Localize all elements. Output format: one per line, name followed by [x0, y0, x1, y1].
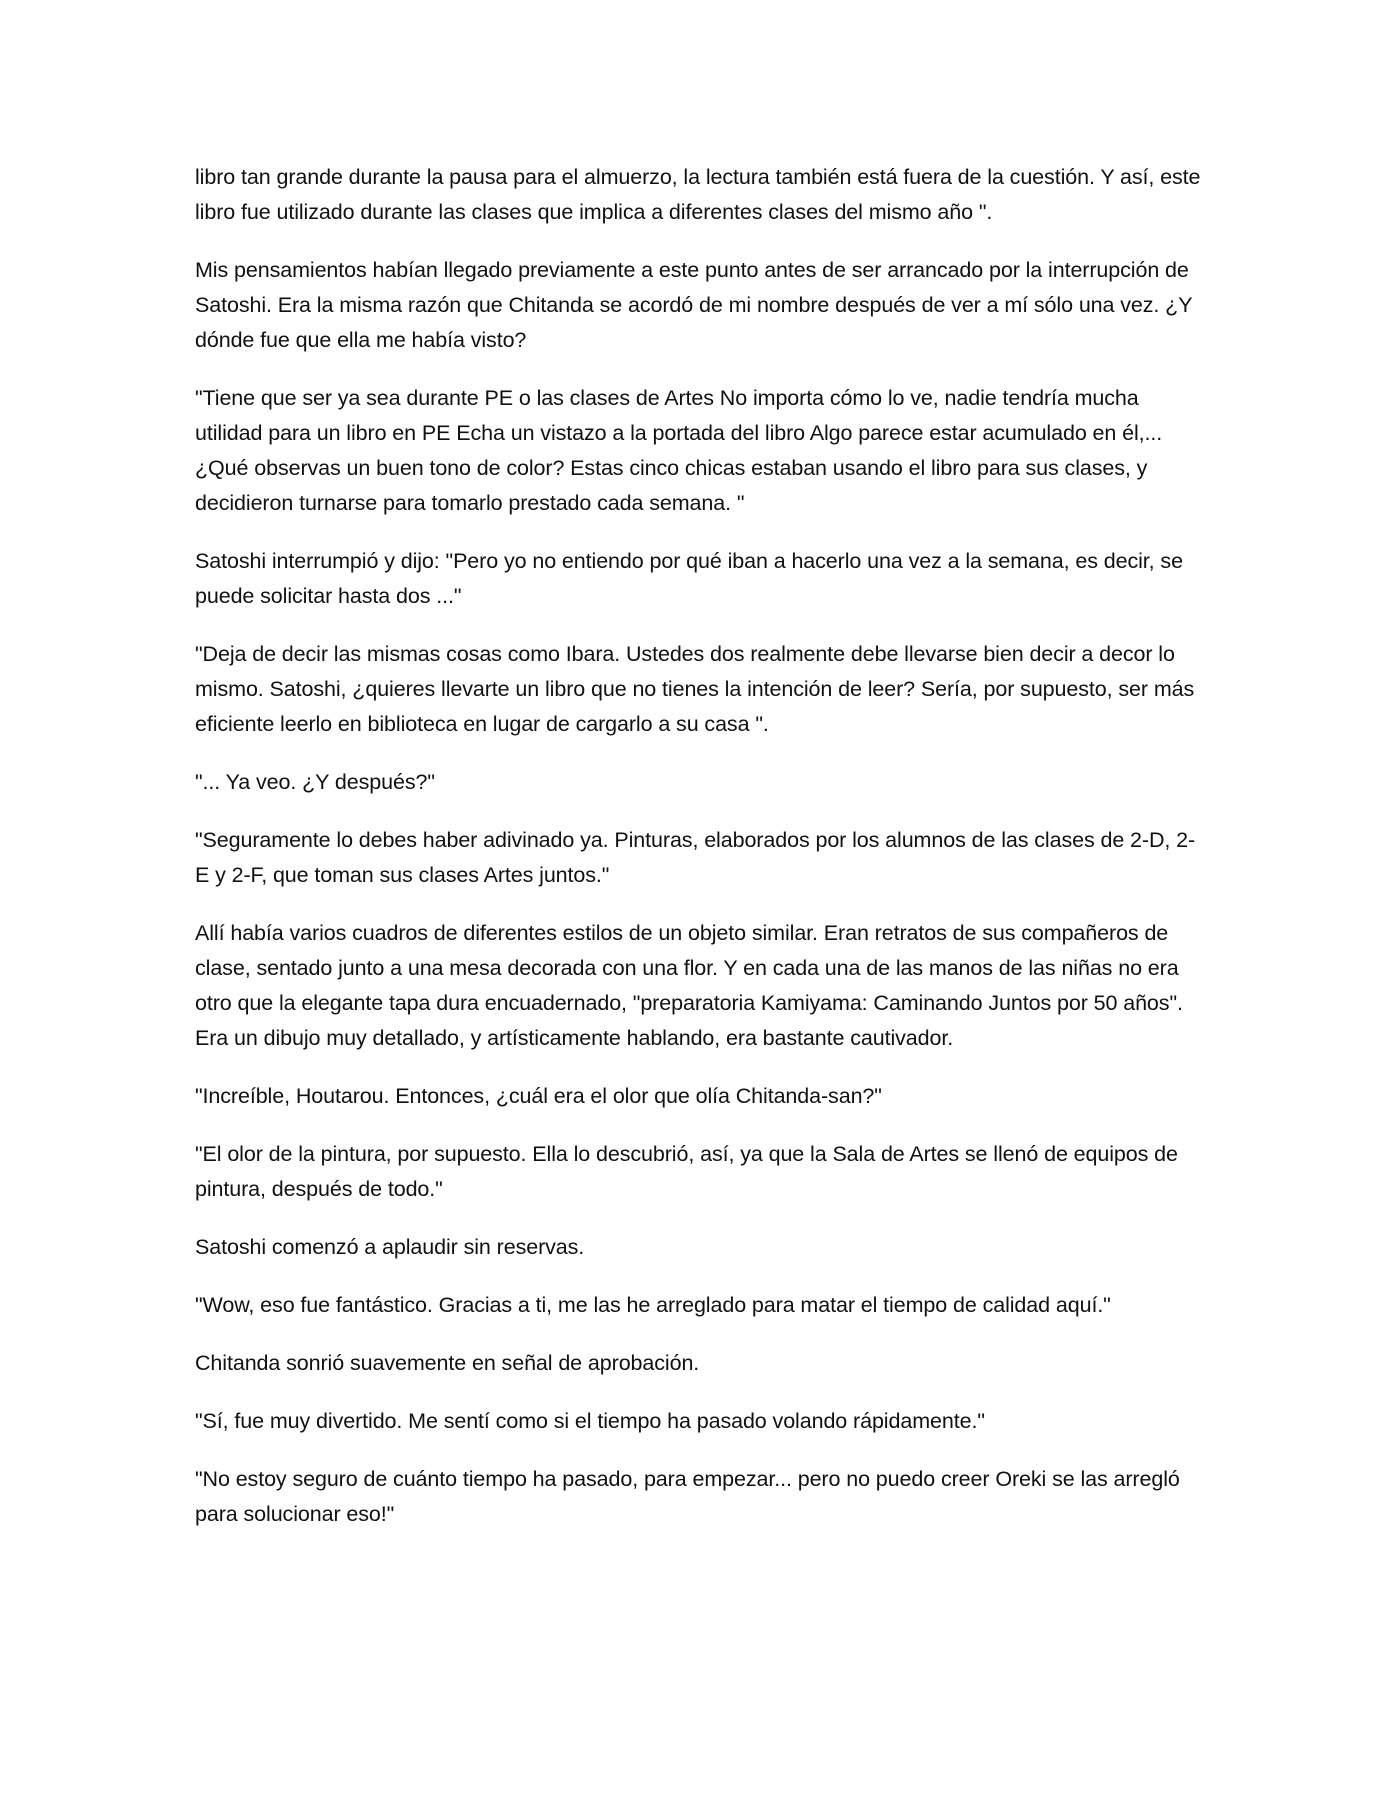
- paragraph: "Wow, eso fue fantástico. Gracias a ti, me las he arreglado para matar el tiempo de calidad aquí.": [195, 1293, 1111, 1317]
- paragraph: "Deja de decir las mismas cosas como Ibara. Ustedes dos realmente debe llevarse bien decir a decor lo mismo. Satoshi, ¿quieres llevarte un libro que no tienes la intención de leer? Sería, por supuesto, ser más eficiente leerlo en biblioteca en lugar de cargarlo a su casa ".: [195, 642, 1195, 736]
- paragraph: Allí había varios cuadros de diferentes estilos de un objeto similar. Eran retratos de sus compañeros de clase, sentado junto a una mesa decorada con una flor. Y en cada una de las manos de las niñas no era otro que la elegante tapa dura encuadernado, "preparatoria Kamiyama: Caminando Juntos por 50 años". Era un dibujo muy detallado, y artísticamente hablando, era bastante cautivador.: [195, 921, 1183, 1050]
- paragraph: libro tan grande durante la pausa para el almuerzo, la lectura también está fuera de la cuestión. Y así, este libro fue utilizado durante las clases que implica a diferentes clases del mismo año ".: [195, 165, 1201, 224]
- paragraph: Satoshi comenzó a aplaudir sin reservas.: [195, 1235, 585, 1259]
- paragraph: "Sí, fue muy divertido. Me sentí como si el tiempo ha pasado volando rápidamente.": [195, 1409, 985, 1433]
- paragraph: Satoshi interrumpió y dijo: "Pero yo no entiendo por qué iban a hacerlo una vez a la semana, es decir, se puede solicitar hasta dos ...": [195, 549, 1183, 608]
- paragraph: "No estoy seguro de cuánto tiempo ha pasado, para empezar... pero no puedo creer Oreki se las arregló para solucionar eso!": [195, 1467, 1180, 1526]
- paragraph: Chitanda sonrió suavemente en señal de aprobación.: [195, 1351, 700, 1375]
- paragraph: "Tiene que ser ya sea durante PE o las clases de Artes No importa cómo lo ve, nadie tendría mucha utilidad para un libro en PE Echa un vistazo a la portada del libro Algo parece estar acumulado en él,... ¿Qué observas un buen tono de color? Estas cinco chicas estaban usando el libro para sus clases, y decidieron turnarse para tomarlo prestado cada semana. ": [195, 386, 1163, 515]
- paragraph: "El olor de la pintura, por supuesto. Ella lo descubrió, así, ya que la Sala de Artes se llenó de equipos de pintura, después de todo.": [195, 1142, 1178, 1201]
- paragraph: "... Ya veo. ¿Y después?": [195, 770, 435, 794]
- paragraph: "Seguramente lo debes haber adivinado ya. Pinturas, elaborados por los alumnos de las clases de 2-D, 2-E y 2-F, que toman sus clases Artes juntos.": [195, 828, 1196, 887]
- paragraph: "Increíble, Houtarou. Entonces, ¿cuál era el olor que olía Chitanda-san?": [195, 1084, 882, 1108]
- paragraph: Mis pensamientos habían llegado previamente a este punto antes de ser arrancado por la interrupción de Satoshi. Era la misma razón que Chitanda se acordó de mi nombre después de ver a mí sólo una vez. ¿Y dónde fue que ella me había visto?: [195, 258, 1193, 352]
